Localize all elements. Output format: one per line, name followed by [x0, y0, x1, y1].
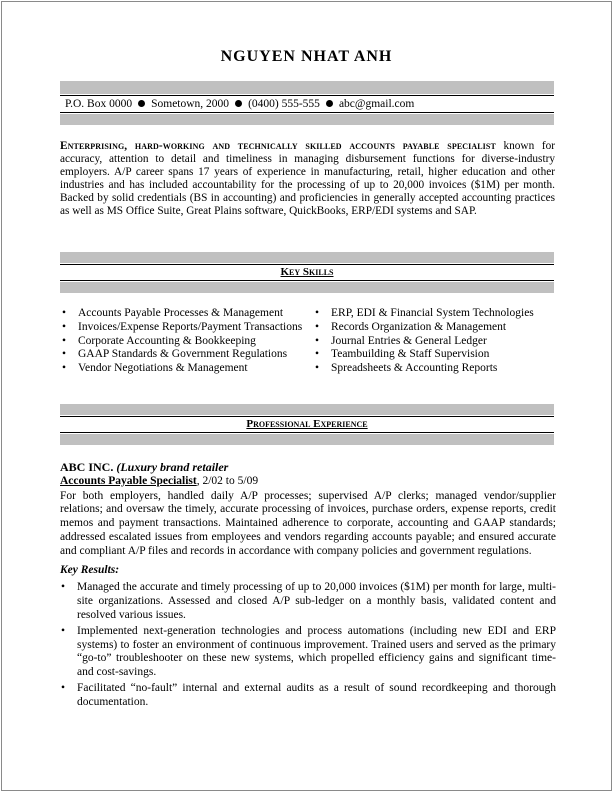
- bullet-icon: [235, 100, 242, 107]
- summary-body: known for accuracy, attention to detail and timeliness in managing disbursement functions for diverse-industry employers. A/P career spans 17 years of experience in manufacturing, retail, higher education and other industries and has included accountability for the processing of up to 20,000 invoices ($1M) per month. Backed by solid credentials (BS in accounting) and proficiencies in generally accepted accounting practices as well as MS Office Suite, Great Plains software, QuickBooks, ERP/EDI systems and SAP.: [60, 140, 556, 217]
- resume-page: [1, 1, 612, 791]
- skills-bottom-bar: [60, 282, 554, 293]
- city: Sometown, 2000: [151, 98, 230, 110]
- company-name: ABC INC.: [60, 460, 114, 474]
- header-top-rule: [60, 95, 554, 96]
- candidate-name: NGUYEN NHAT ANH: [220, 48, 393, 65]
- skills-top-bar: [60, 252, 554, 263]
- key-result-item: • Facilitated “no-fault” internal and external audits as a result of sound recordkeeping and thorough documentation.: [60, 682, 556, 710]
- skill-item: • Vendor Negotiations & Management: [60, 362, 304, 376]
- summary-lead: Enterprising, hard-working and technically skilled accounts payable specialist: [60, 140, 496, 152]
- job-dates: , 2/02 to 5/09: [196, 474, 259, 487]
- email: abc@gmail.com: [338, 98, 415, 110]
- experience-bottom-bar: [60, 434, 554, 445]
- key-result-item: • Managed the accurate and timely processing of up to 20,000 invoices ($1M) per month for large, multi-site organizations. Assessed and closed A/P sub-ledger on a monthly basis, validated content and resolved various issues.: [60, 581, 556, 622]
- key-results-title: Key Results:: [60, 563, 120, 576]
- skills-right-column: [313, 307, 559, 376]
- header-bottom-rule: [60, 112, 554, 113]
- job-description: For both employers, handled daily A/P processes; supervised A/P clerks; managed vendor/supplier relations; and oversaw the timely, accurate processing of invoices, purchase orders, expense reports, credit memos and payment transactions. Maintained adherence to corporate, accounting and GAAP standards; addressed escalated issues from employees and vendors regarding accounts payable; and ensured accurate and compliant A/P files and records in accordance with company policies and government regulations.: [60, 489, 556, 557]
- skill-item: • Journal Entries & General Ledger: [313, 335, 559, 349]
- company-line: [60, 461, 556, 475]
- phone: (0400) 555-555: [248, 98, 320, 110]
- po-box: P.O. Box 0000: [65, 98, 133, 110]
- company-note: (Luxury brand retailer: [116, 460, 229, 474]
- experience-top-rule: [60, 416, 554, 417]
- skill-item: • Accounts Payable Processes & Management: [60, 307, 304, 321]
- professional-experience-title: Professional Experience: [246, 418, 368, 430]
- job-entry: [60, 461, 556, 712]
- skills-bottom-rule: [60, 280, 554, 281]
- bullet-icon: [138, 100, 145, 107]
- skills-top-rule: [60, 264, 554, 265]
- experience-top-bar: [60, 404, 554, 415]
- header-bottom-bar: [60, 114, 554, 125]
- skill-item: • Corporate Accounting & Bookkeeping: [60, 335, 304, 349]
- skill-item: • Invoices/Expense Reports/Payment Transactions: [60, 321, 304, 335]
- key-result-item: • Implemented next-generation technologies and process automations (including new EDI and ERP systems) to foster an environment of continuous improvement. Trained users and served as the primary “go-to” troubleshooter on these new systems, which propelled efficiency gains and significant time- and cost-savings.: [60, 625, 556, 680]
- key-results-list: [60, 581, 556, 709]
- skill-item: • Records Organization & Management: [313, 321, 559, 335]
- skill-item: • GAAP Standards & Government Regulations: [60, 348, 304, 362]
- professional-summary: [60, 140, 555, 217]
- contact-line: [65, 98, 414, 110]
- role-line: [60, 475, 556, 489]
- key-skills-title: Key Skills: [280, 266, 334, 278]
- header-top-bar: [60, 81, 554, 94]
- skills-left-column: [60, 307, 304, 376]
- job-title: Accounts Payable Specialist: [60, 474, 197, 487]
- skill-item: • Teambuilding & Staff Supervision: [313, 348, 559, 362]
- skill-item: • Spreadsheets & Accounting Reports: [313, 362, 559, 376]
- skill-item: • ERP, EDI & Financial System Technologies: [313, 307, 559, 321]
- experience-bottom-rule: [60, 432, 554, 433]
- bullet-icon: [326, 100, 333, 107]
